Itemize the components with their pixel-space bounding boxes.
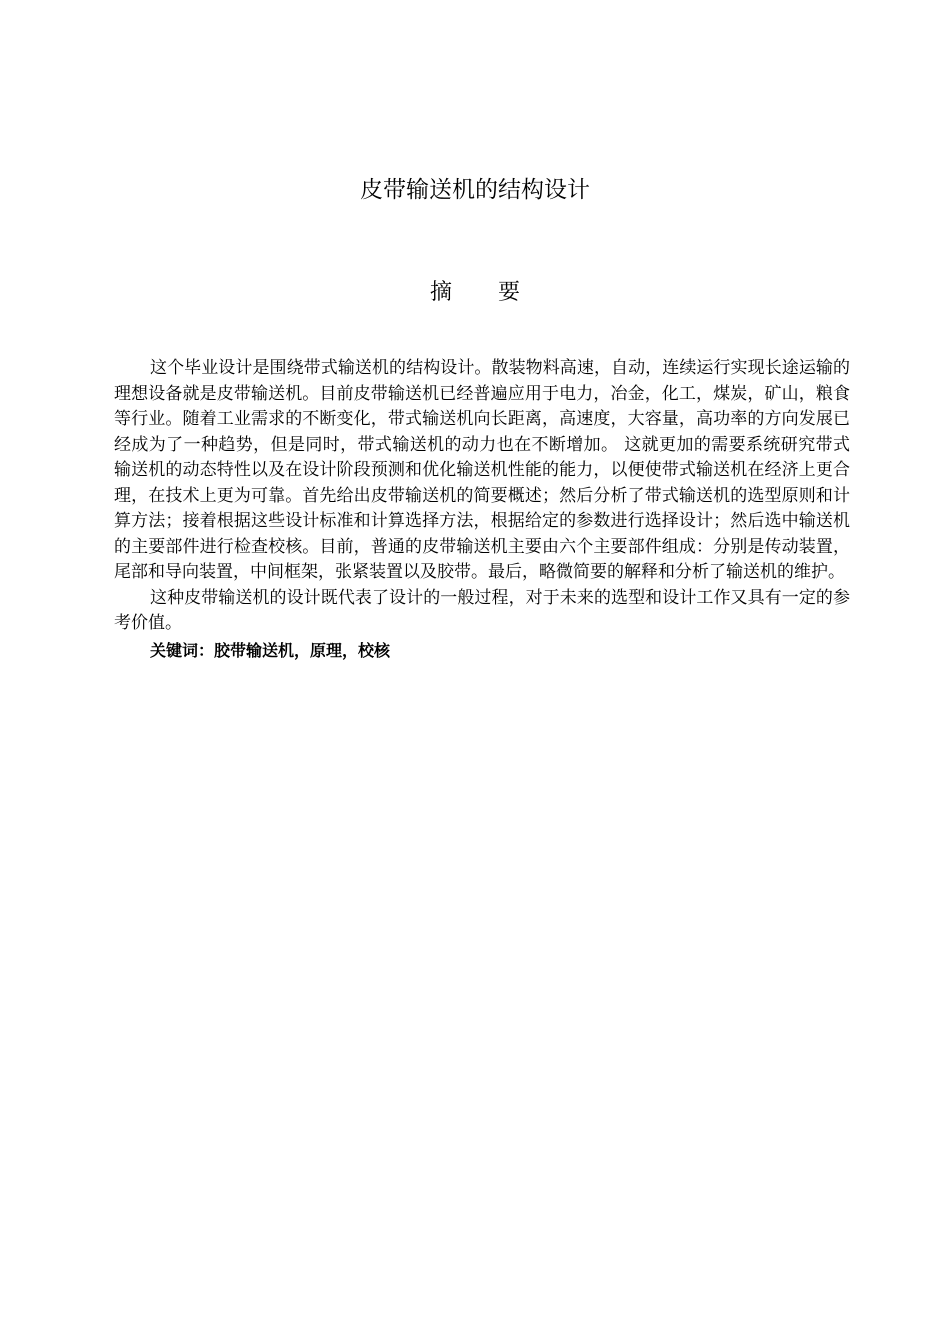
- abstract-body: [114, 356, 850, 665]
- abstract-paragraph: 这种皮带输送机的设计既代表了设计的一般过程，对于未来的选型和设计工作又具有一定的参考价值。: [114, 587, 850, 633]
- document-title: 皮带输送机的结构设计: [360, 177, 590, 203]
- keywords: 关键词：胶带输送机，原理，校核: [150, 640, 391, 660]
- abstract-paragraph: 这个毕业设计是围绕带式输送机的结构设计。散装物料高速，自动，连续运行实现长途运输的理想设备就是皮带输送机。目前皮带输送机已经普遍应用于电力，冶金，化工，煤炭，矿山，粮食等行业。随着工业需求的不断变化，带式输送机向长距离，高速度，大容量，高功率的方向发展已经成为了一种趋势，但是同时，带式输送机的动力也在不断增加。 这就更加的需要系统研究带式输送机的动态特性以及在设计阶段预测和优化输送机性能的能力，以便使带式输送机在经济上更合理，在技术上更为可靠。首先给出皮带输送机的简要概述；然后分析了带式输送机的选型原则和计算方法；接着根据这些设计标准和计算选择方法，根据给定的参数进行选择设计；然后选中输送机的主要部件进行检查校核。目前，普通的皮带输送机主要由六个主要部件组成：分别是传动装置，尾部和导向装置，中间框架，张紧装置以及胶带。最后，略微简要的解释和分析了输送机的维护。: [114, 358, 850, 582]
- abstract-heading: 摘要: [429, 280, 566, 305]
